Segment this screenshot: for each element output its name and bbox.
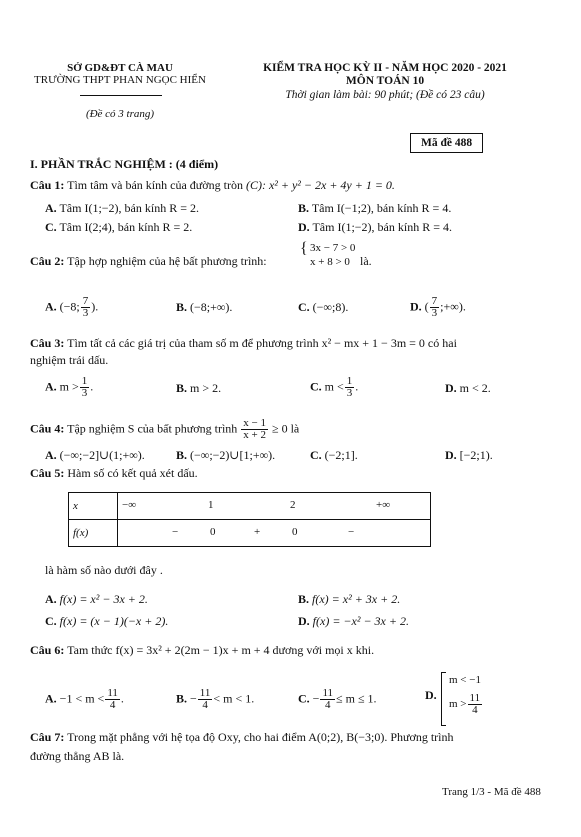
question-label: Câu 4: [30, 421, 65, 436]
question-2 [30, 254, 267, 269]
question-1 [30, 178, 395, 193]
time-note: Thời gian làm bài: 90 phút; (Đề có 23 câu) [285, 89, 485, 101]
q6-option-d-line2: m > $\frac{11}{4}$ [449, 692, 481, 716]
q2-option-b[interactable]: B. (−8;+∞). [176, 300, 233, 314]
school-name: TRƯỜNG THPT PHAN NGỌC HIỂN [34, 74, 206, 86]
question-6 [30, 643, 374, 658]
question-4: Câu 4: Tập nghiệm S của bất phương trình $\frac{x - 1}{x + 2}$ ≥ 0 là [30, 417, 300, 441]
question-label: Câu 6: [30, 643, 65, 657]
q3-option-d[interactable]: D. m < 2. [445, 381, 491, 395]
q2-option-c[interactable]: C. (−∞;8). [298, 300, 349, 314]
q4-option-c[interactable]: C. (−2;1]. [310, 448, 358, 462]
q1-option-b[interactable]: B. Tâm I(−1;2), bán kính R = 4. [298, 201, 452, 215]
system-brace: { [300, 240, 308, 257]
q5-after: là hàm số nào dưới đây . [45, 563, 163, 577]
system-equations [310, 241, 355, 269]
question-3 [30, 336, 457, 351]
question-5 [30, 466, 198, 481]
q1-option-a[interactable]: A. Tâm I(1;−2), bán kính R = 2. [45, 201, 199, 215]
header-divider [80, 95, 162, 96]
question-7 [30, 730, 454, 745]
q5-option-c[interactable]: C. f(x) = (x − 1)(−x + 2). [45, 614, 169, 628]
system-line-1: 3x − 7 > 0 [310, 242, 356, 254]
question-label: Câu 2: [30, 254, 65, 268]
question-text: Tìm tâm và bán kính của đường tròn [67, 178, 243, 192]
q4-option-a[interactable]: A. (−∞;−2]∪(1;+∞). [45, 448, 145, 462]
section-heading: I. PHẦN TRẮC NGHIỆM : (4 điểm) [30, 157, 219, 171]
q2-tail: là. [360, 254, 372, 268]
q6-option-b[interactable]: B. − $\frac{11}{4}$ < m < 1. [176, 687, 255, 711]
question-text: Tam thức f(x) = 3x² + 2(2m − 1)x + m + 4 dương với mọi x khi. [67, 643, 375, 657]
q1-option-d[interactable]: D. Tâm I(1;−2), bán kính R = 4. [298, 220, 452, 234]
q2-option-a[interactable]: A. (−8; $\frac{7}{3}$ ). [45, 295, 99, 319]
q6-option-d-bracket [441, 672, 446, 726]
question-text: Tập hợp nghiệm của hệ bất phương trình: [67, 254, 267, 268]
q6-option-d-letter[interactable]: D. [425, 688, 437, 702]
question-text: Tập nghiệm S của bất phương trình [67, 421, 238, 436]
q5-option-a[interactable]: A. f(x) = x² − 3x + 2. [45, 592, 148, 606]
question-label: Câu 7: [30, 730, 65, 744]
sign-table [68, 492, 431, 547]
sign-table-row-f: − 0 + 0 − [118, 520, 431, 547]
exam-code-box: Mã đề 488 [410, 133, 483, 153]
q1-option-c[interactable]: C. Tâm I(2;4), bán kính R = 2. [45, 220, 193, 234]
page-footer: Trang 1/3 - Mã đề 488 [442, 786, 541, 798]
q6-option-c[interactable]: C. − $\frac{11}{4}$ ≤ m ≤ 1. [298, 687, 377, 711]
q3-option-c[interactable]: C. m < $\frac{1}{3}$ . [310, 375, 359, 399]
q3-option-b[interactable]: B. m > 2. [176, 381, 222, 395]
q5-option-d[interactable]: D. f(x) = −x² − 3x + 2. [298, 614, 409, 628]
question-text: Tìm tất cả các giá trị của tham số m để phương trình x² − mx + 1 − 3m = 0 có hai [67, 336, 457, 350]
q5-option-b[interactable]: B. f(x) = x² + 3x + 2. [298, 592, 401, 606]
q4-option-b[interactable]: B. (−∞;−2)∪[1;+∞). [176, 448, 276, 462]
q4-option-d[interactable]: D. [−2;1). [445, 448, 493, 462]
pages-note: (Đề có 3 trang) [85, 108, 155, 120]
question-label: Câu 1: [30, 178, 65, 192]
dept-name: SỞ GD&ĐT CÀ MAU [67, 62, 173, 74]
subject-title: MÔN TOÁN 10 [345, 75, 425, 87]
sign-table-cell: f(x) [69, 520, 118, 547]
exam-title: KIỂM TRA HỌC KỲ II - NĂM HỌC 2020 - 2021 [263, 62, 507, 74]
sign-table-row-x: −∞ 1 2 +∞ [118, 493, 431, 520]
question-7-cont: đường thẳng AB là. [30, 749, 125, 763]
q6-option-a[interactable]: A. −1 < m < $\frac{11}{4}$ . [45, 687, 124, 711]
question-text: Trong mặt phẳng với hệ tọa độ Oxy, cho hai điểm A(0;2), B(−3;0). Phương trình [67, 730, 454, 744]
q3-option-a[interactable]: A. m > $\frac{1}{3}$ . [45, 375, 94, 399]
question-text: Hàm số có kết quả xét dấu. [67, 466, 198, 480]
question-equation: (C): x² + y² − 2x + 4y + 1 = 0. [245, 178, 395, 192]
system-line-2: x + 8 > 0 [310, 256, 350, 268]
question-3-cont: nghiệm trái dấu. [30, 353, 109, 367]
q2-option-d[interactable]: D. ( $\frac{7}{3}$ ;+∞). [410, 295, 466, 319]
sign-table-cell: x [69, 493, 118, 520]
question-label: Câu 3: [30, 336, 65, 350]
q6-option-d-line1: m < −1 [449, 674, 481, 686]
question-label: Câu 5: [30, 466, 65, 480]
